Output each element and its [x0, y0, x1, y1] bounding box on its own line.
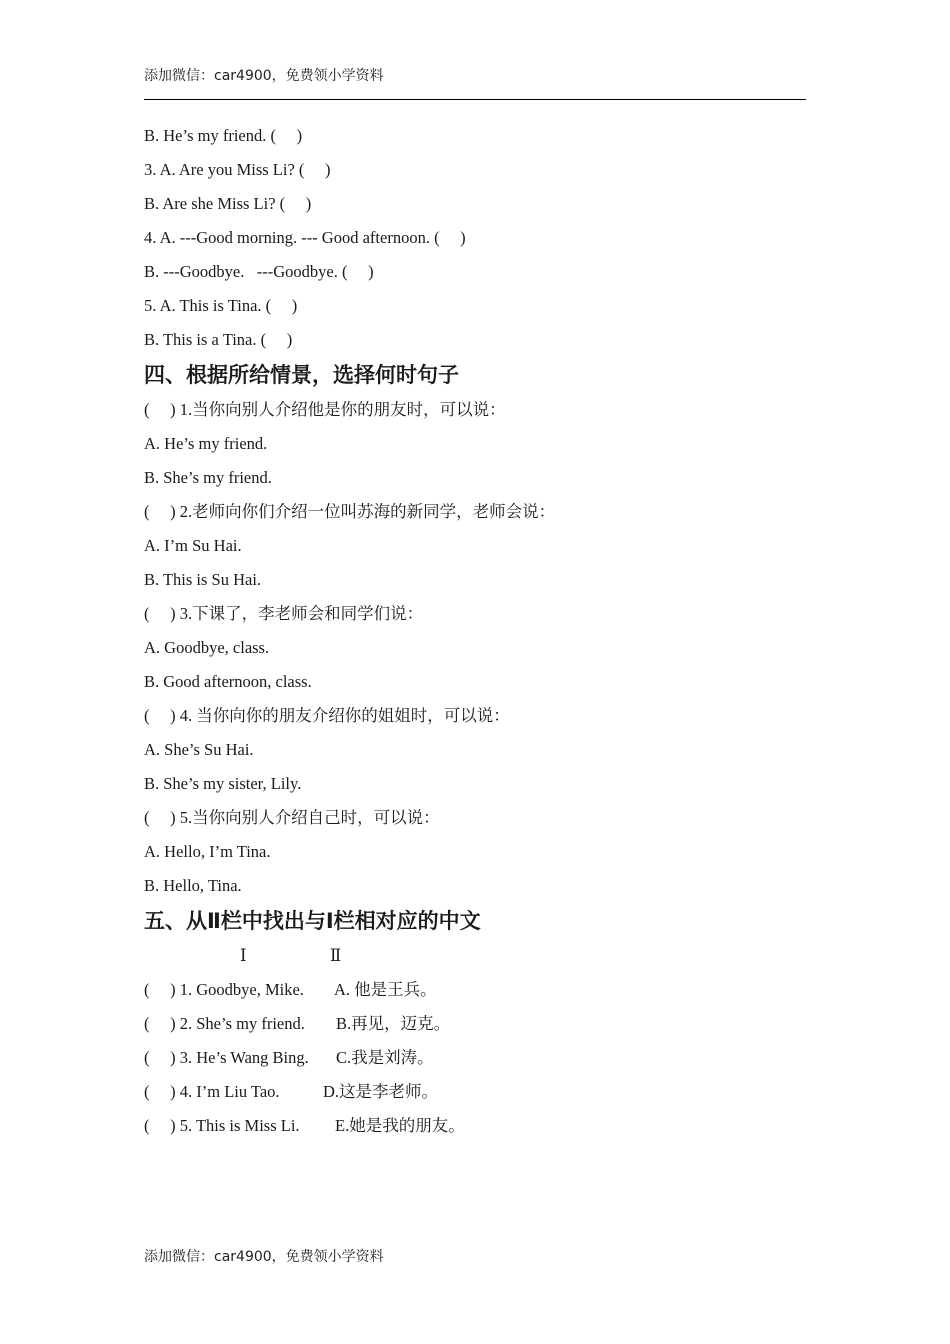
matching-row — [144, 1075, 806, 1109]
option-line: A. I’m Su Hai. — [144, 536, 242, 555]
question-line: 5. A. This is Tina. ( ) — [144, 296, 298, 315]
option-line: A. Goodbye, class. — [144, 638, 270, 657]
column-2-header: Ⅱ — [330, 946, 342, 965]
matching-row — [144, 1007, 806, 1041]
question-line: ( ) 4. 当你向你的朋友介绍你的姐姐时，可以说： — [144, 706, 510, 725]
option-line: A. He’s my friend. — [144, 434, 268, 453]
matching-row — [144, 973, 806, 1007]
header-divider — [144, 99, 806, 100]
question-line: B. ---Goodbye. ---Goodbye. ( ) — [144, 262, 374, 281]
matching-chinese: E.她是我的朋友。 — [335, 1116, 465, 1135]
matching-chinese: D.这是李老师。 — [323, 1082, 439, 1101]
matching-english: ( ) 2. She’s my friend. — [144, 1014, 305, 1033]
option-line: B. Hello, Tina. — [144, 876, 242, 895]
page-header-note: 添加微信：car4900，免费领小学资料 — [144, 68, 384, 84]
column-1-header: Ⅰ — [240, 946, 247, 965]
option-line: B. She’s my friend. — [144, 468, 272, 487]
matching-chinese: A. 他是王兵。 — [334, 980, 437, 999]
option-line: A. Hello, I’m Tina. — [144, 842, 271, 861]
matching-row — [144, 1109, 806, 1143]
question-line: ( ) 2.老师向你们介绍一位叫苏海的新同学，老师会说： — [144, 502, 556, 521]
option-line: B. This is Su Hai. — [144, 570, 262, 589]
matching-chinese: B.再见，迈克。 — [336, 1014, 451, 1033]
worksheet-body — [144, 119, 806, 1143]
matching-english: ( ) 1. Goodbye, Mike. — [144, 980, 304, 999]
question-line: 3. A. Are you Miss Li? ( ) — [144, 160, 331, 179]
option-line: B. She’s my sister, Lily. — [144, 774, 302, 793]
question-line: 4. A. ---Good morning. --- Good afternoon. ( ) — [144, 228, 466, 247]
option-line: B. Good afternoon, class. — [144, 672, 312, 691]
page-footer-note: 添加微信：car4900，免费领小学资料 — [144, 1249, 384, 1265]
matching-english: ( ) 3. He’s Wang Bing. — [144, 1048, 309, 1067]
question-line: B. This is a Tina. ( ) — [144, 330, 293, 349]
question-line: B. Are she Miss Li? ( ) — [144, 194, 312, 213]
question-line: ( ) 1.当你向别人介绍他是你的朋友时，可以说： — [144, 400, 506, 419]
matching-row — [144, 1041, 806, 1075]
matching-english: ( ) 5. This is Miss Li. — [144, 1116, 300, 1135]
option-line: A. She’s Su Hai. — [144, 740, 254, 759]
question-line: B. He’s my friend. ( ) — [144, 126, 303, 145]
matching-english: ( ) 4. I’m Liu Tao. — [144, 1082, 280, 1101]
question-line: ( ) 3.下课了，李老师会和同学们说： — [144, 604, 424, 623]
question-line: ( ) 5.当你向别人介绍自己时，可以说： — [144, 808, 440, 827]
section-5-title: 五、从Ⅱ栏中找出与Ⅰ栏相对应的中文 — [144, 909, 481, 933]
column-headers — [144, 939, 806, 973]
matching-chinese: C.我是刘涛。 — [336, 1048, 434, 1067]
section-4-title: 四、根据所给情景，选择何时句子 — [144, 363, 459, 387]
